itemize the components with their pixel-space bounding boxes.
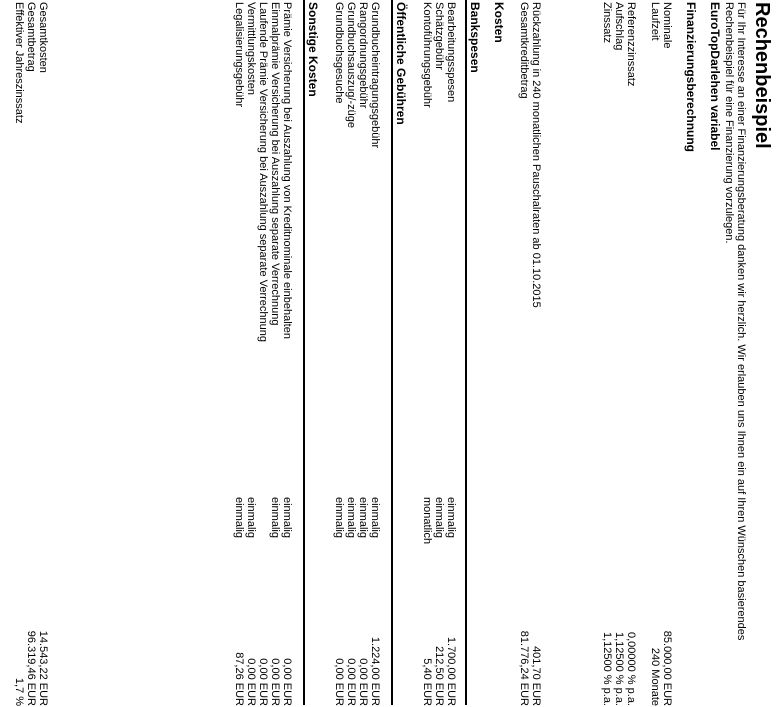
cost-row-value: 0,00 EUR [333, 658, 345, 706]
total-value: 14.543,22 EUR [37, 630, 49, 706]
cost-row-label: Laufende Prämie Versicherung bei Auszahlung separate Verrechnung [257, 2, 269, 343]
fin-row-value: 81.776,24 EUR [518, 630, 530, 706]
cost-row-value: 0,00 EUR [357, 658, 369, 706]
total-value: 1,7 % [13, 677, 25, 706]
cost-row-frequency: einmalig [357, 497, 369, 538]
cost-row-frequency: einmalig [333, 497, 345, 538]
cost-row-value: 0,00 EUR [345, 658, 357, 706]
cost-row-label: Einmalprämie Versicherung bei Auszahlung separate Verrechnung [269, 2, 281, 326]
fin-row-label: Aufschlag [613, 2, 625, 51]
cost-row-label: Grundbuchsgesuche [333, 2, 345, 104]
cost-row-frequency: einmalig [269, 497, 281, 538]
sonstige-heading: Sonstige Kosten [306, 2, 320, 97]
oeffentlich-heading: Öffentliche Gebühren [394, 2, 408, 125]
intro-line-2: Rechenbeispiel für eine Finanzierung vorzulegen. [723, 2, 735, 244]
cost-row-value: 1.700,00 EUR [445, 636, 457, 706]
total-label: Gesamtkosten [37, 2, 49, 73]
fin-row-label: Nominale [661, 2, 673, 49]
cost-row-value: 212,50 EUR [433, 646, 445, 706]
fin-row-label: Rückzahlung in 240 monatlichen Pauschalraten ab 01.10.2015 [530, 2, 542, 308]
cost-row-frequency: einmalig [245, 497, 257, 538]
cost-row-label: Bearbeitungsspesen [445, 2, 457, 103]
cost-row-label: Legalisierungsgebühr [233, 2, 245, 108]
cost-row-frequency: einmalig [233, 497, 245, 538]
cost-row-value: 87,26 EUR [233, 652, 245, 706]
cost-row-label: Vermittlungskosten [245, 2, 257, 95]
bankspesen-heading: Bankspesen [468, 2, 482, 73]
cost-row-value: 0,00 EUR [245, 658, 257, 706]
cost-row-label: Grundbucheintragungsgebühr [369, 2, 381, 149]
fin-row-label: Laufzeit [649, 2, 661, 41]
fin-row-label: Gesamtkreditbetrag [518, 2, 530, 99]
fin-row-label: Referenzzinssatz [625, 2, 637, 87]
cost-row-value: 1.224,00 EUR [369, 636, 381, 706]
cost-row-frequency: einmalig [345, 497, 357, 538]
fin-row-label: Zinssatz [601, 2, 613, 43]
cost-row-label: Rangordnungsgebühr [357, 2, 369, 109]
kosten-heading: Kosten [492, 2, 506, 43]
fin-row-value: 1,12500 % p.a. [613, 631, 625, 706]
finanzierung-heading: Finanzierungsberechnung [684, 2, 698, 153]
section-divider [465, 0, 467, 705]
cost-row-value: 0,00 EUR [281, 658, 293, 706]
fin-row-value: 85.000,00 EUR [661, 630, 673, 706]
cost-row-value: 5,40 EUR [421, 658, 433, 706]
cost-row-label: Grundbuchsauszug/-züge [345, 2, 357, 128]
total-value: 96.319,46 EUR [25, 630, 37, 706]
fin-row-value: 240 Monate [649, 647, 661, 706]
section-divider [391, 0, 393, 705]
fin-row-value: 0,00000 % p.a. [625, 631, 637, 706]
page-title: Rechenbeispiel [751, 2, 773, 149]
total-label: Effektiver Jahreszinssatz [13, 2, 25, 124]
total-label: Gesamtbetrag [25, 2, 37, 72]
cost-row-value: 0,00 EUR [269, 658, 281, 706]
intro-line-1: Für Ihr Interesse an einer Finanzierungsberatung danken wir herzlich. Wir erlauben uns Ihnen ein auf Ihren Wünschen basierendes [735, 2, 747, 641]
fin-row-value: 401,70 EUR [530, 646, 542, 706]
product-name: EuroTopDarlehen variabel [708, 2, 722, 151]
section-divider [303, 0, 305, 705]
cost-row-label: Kontoführungsgebühr [421, 2, 433, 108]
cost-row-frequency: einmalig [281, 497, 293, 538]
fin-row-value: 1,12500 % p.a. [601, 631, 613, 706]
cost-row-frequency: monatlich [421, 497, 433, 545]
cost-row-label: Schätzgebühr [433, 2, 445, 70]
cost-row-frequency: einmalig [445, 497, 457, 538]
cost-row-frequency: einmalig [369, 497, 381, 538]
cost-row-label: Prämie Versicherung bei Auszahlung von Kreditnominale einbehalten [281, 2, 293, 339]
cost-row-frequency: einmalig [433, 497, 445, 538]
cost-row-value: 0,00 EUR [257, 658, 269, 706]
